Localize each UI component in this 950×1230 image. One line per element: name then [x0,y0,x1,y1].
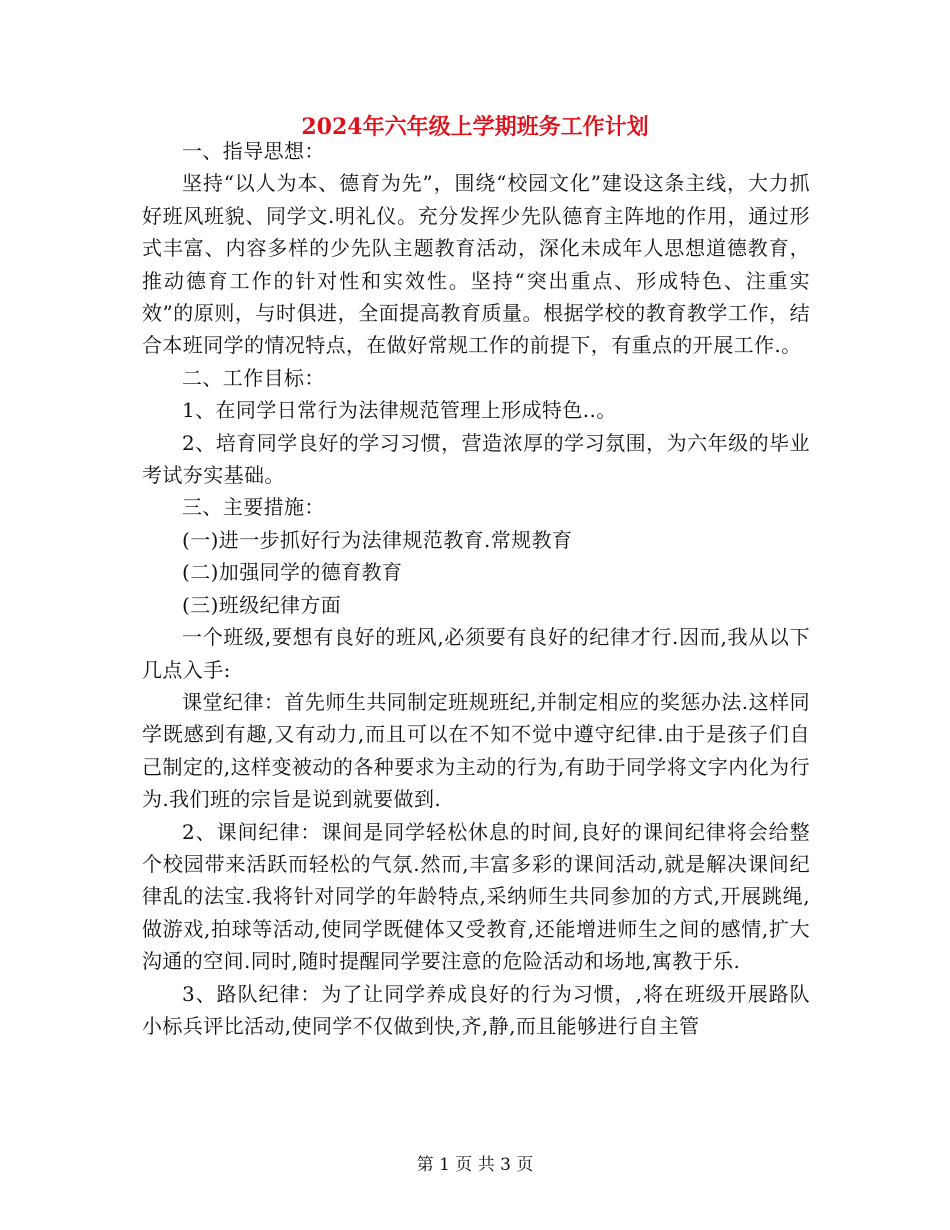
document-body [142,135,810,1042]
paragraph: 2、培育同学良好的学习习惯，营造浓厚的学习氛围，为六年级的毕业考试夯实基础。 [142,430,810,488]
page-number-footer: 第 1 页 共 3 页 [416,1155,534,1175]
paragraph: 1、在同学日常行为法律规范管理上形成特色..。 [182,398,617,423]
paragraph: 3、路队纪律：为了让同学养成良好的行为习惯，,将在班级开展路队小标兵评比活动,使同学不仅做到快,齐,静,而且能够进行自主管 [142,981,810,1038]
paragraph: (一)进一步抓好行为法律规范教育.常规教育 [182,527,573,552]
paragraph: 2、课间纪律：课间是同学轻松休息的时间,良好的课间纪律将会给整个校园带来活跃而轻松的气氛.然而,丰富多彩的课间活动,就是解决课间纪律乱的法宝.我将针对同学的年龄特点,采纳师生共同参加的方式,开展跳绳,做游戏,拍球等活动,使同学既健体又受教育,还能增进师生之间的感情,扩大沟通的空间.同时,随时提醒同学要注意的危险活动和场地,寓教于乐. [142,819,810,974]
document-title: 2024年六年级上学期班务工作计划 [301,114,649,140]
paragraph: 课堂纪律：首先师生共同制定班规班纪,并制定相应的奖惩办法.这样同学既感到有趣,又有动力,而且可以在不知不觉中遵守纪律.由于是孩子们自己制定的,这样变被动的各种要求为主动的行为,有助于同学将文字内化为行为.我们班的宗旨是说到就要做到. [142,689,810,812]
paragraph: 一个班级,要想有良好的班风,必须要有良好的纪律才行.因而,我从以下几点入手: [142,625,810,682]
paragraph: (二)加强同学的德育教育 [182,560,403,585]
paragraph: (三)班级纪律方面 [182,592,342,617]
paragraph: 三、主要措施： [182,495,325,520]
paragraph: 坚持“以人为本、德育为先”，围绕“校园文化”建设这条主线，大力抓好班风班貌、同学文.明礼仪。充分发挥少先队德育主阵地的作用，通过形式丰富、内容多样的少先队主题教育活动，深化未成年人思想道德教育，推动德育工作的针对性和实效性。坚持“突出重点、形成特色、注重实效”的原则，与时俱进，全面提高教育质量。根据学校的教育教学工作，结合本班同学的情况特点，在做好常规工作的前提下，有重点的开展工作.。 [142,171,810,358]
paragraph: 一、指导思想： [182,139,325,163]
paragraph: 二、工作目标： [182,365,325,390]
